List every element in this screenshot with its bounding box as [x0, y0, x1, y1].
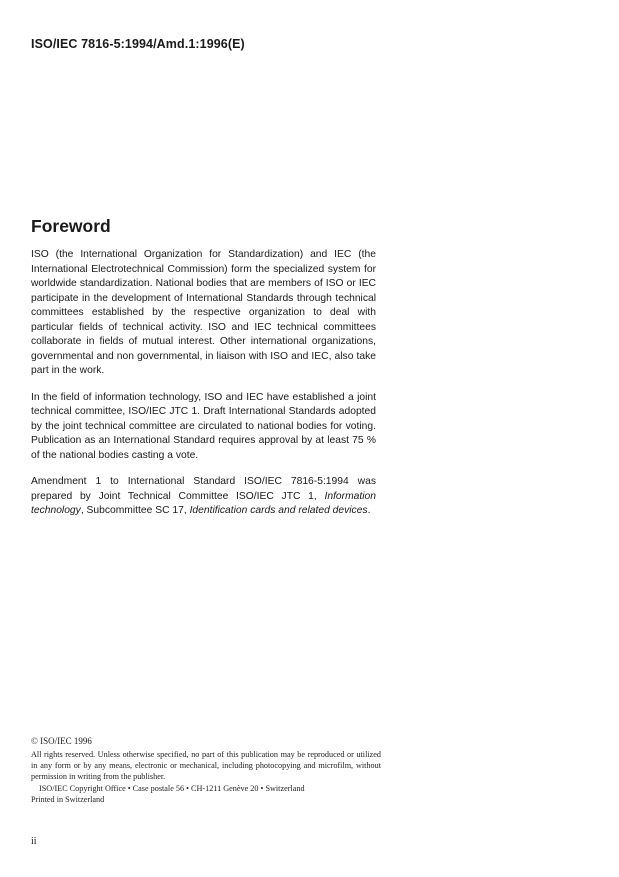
paragraph-3-italic-2: Identification cards and related devices [189, 505, 368, 516]
document-designation: ISO/IEC 7816-5:1994/Amd.1:1996(E) [31, 37, 245, 51]
paragraph-3-text-1: Amendment 1 to International Standard ISO/IEC 7816-5:1994 was prepared by Joint Technical Committee ISO/IEC JTC 1, [31, 476, 376, 502]
printed-in: Printed in Switzerland [31, 795, 105, 804]
foreword-paragraph-1: ISO (the International Organization for Standardization) and IEC (the International Electrotechnical Commission) form the specialized system for worldwide standardization. National bodies that are members of ISO or IEC participate in the development of International Standards through technical committees established by the respective organization to deal with particular fields of technical activity. ISO and IEC technical committees collaborate in fields of mutual interest. Other international organizations, governmental and non governmental, in liaison with ISO and IEC, also take part in the work. [31, 249, 376, 376]
copyright-office: ISO/IEC Copyright Office • Case postale 56 • CH-1211 Genève 20 • Switzerland [39, 784, 305, 793]
page-number: ii [31, 836, 37, 847]
copyright-block [31, 736, 381, 805]
foreword-paragraph-2: In the field of information technology, ISO and IEC have established a joint technical committee, ISO/IEC JTC 1. Draft International Standards adopted by the joint technical committee are circulated to national bodies for voting. Publication as an International Standard requires approval by at least 75 % of the national bodies casting a vote. [31, 391, 376, 461]
foreword-title: Foreword [31, 216, 111, 236]
paragraph-3-text-3: . [367, 505, 371, 516]
foreword-paragraph-3 [31, 475, 376, 519]
copyright-rights: All rights reserved. Unless otherwise specified, no part of this publication may be reproduced or utilized in any form or by any means, electronic or mechanical, including photocopying and microfilm, without permission in writing from the publisher. [31, 750, 381, 781]
copyright-line: © ISO/IEC 1996 [31, 736, 92, 746]
foreword-body [31, 248, 376, 531]
paragraph-3-text-2: , Subcommittee SC 17, [80, 505, 190, 516]
paragraph-3-italic-1: Information technology [31, 490, 376, 516]
